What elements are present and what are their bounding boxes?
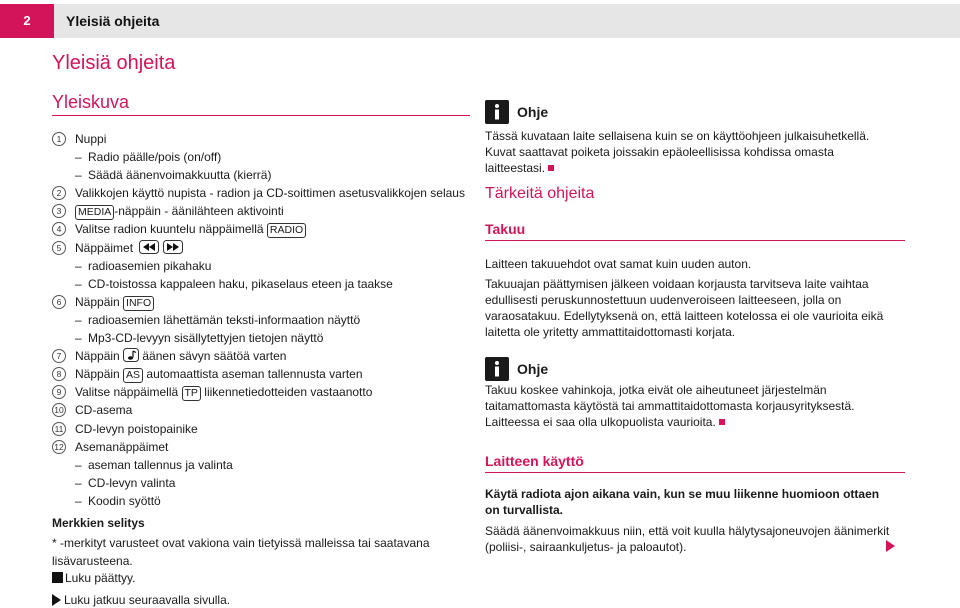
item-text: CD-toistossa kappaleen haku, pikaselaus eteen ja taakse bbox=[88, 276, 393, 291]
list-item bbox=[52, 401, 472, 419]
music-note-key-icon bbox=[123, 348, 139, 362]
dash: – bbox=[75, 168, 82, 183]
legend-title: Merkkien selitys bbox=[52, 516, 145, 530]
list-subitem bbox=[52, 148, 472, 166]
list-item bbox=[52, 438, 472, 456]
list-item bbox=[52, 365, 472, 383]
item-text: CD-asema bbox=[75, 403, 133, 418]
usage-paragraph: Säädä äänenvoimakkuus niin, että voit kuulla hälytysajoneuvojen äänimerkit (poliisi-, sairaankuljetus- ja paloautot). bbox=[485, 524, 890, 554]
list-item bbox=[52, 202, 472, 220]
note-title: Ohje bbox=[517, 361, 549, 377]
list-subitem bbox=[52, 275, 472, 293]
item-text: Asemanäppäimet bbox=[75, 439, 169, 454]
item-text: aseman tallennus ja valinta bbox=[88, 457, 233, 472]
legend-end-text: Luku päättyy. bbox=[65, 571, 136, 585]
key-as: AS bbox=[123, 368, 143, 383]
item-text: Koodin syöttö bbox=[88, 493, 161, 508]
item-text: Nuppi bbox=[75, 132, 107, 146]
next-page-arrow-icon bbox=[886, 540, 895, 552]
item-text: Mp3-CD-levyyn sisällytettyjen tietojen näyttö bbox=[88, 331, 324, 346]
overview-list bbox=[52, 130, 472, 510]
item-text: radioasemien lähettämän teksti-informaation näyttö bbox=[88, 312, 361, 327]
item-number: 7 bbox=[52, 349, 66, 363]
warranty-title: Takuu bbox=[485, 221, 905, 241]
page-header bbox=[0, 4, 960, 38]
item-text-part: liikennetiedotteiden vastaanotto bbox=[200, 385, 373, 400]
legend-body: * -merkityt varusteet ovat vakiona vain tietyissä malleissa tai saatavana lisävarusteena. bbox=[52, 536, 430, 568]
note-text-content: Takuu koskee vahinkoja, jotka eivät ole aiheutuneet järjestelmän taitamattomasta käytöstä tai ammattitaidottomasta korjausyrityksestä. Laitteessa ei saa olla ulkopuolista vaurioita. bbox=[485, 383, 855, 429]
dash: – bbox=[75, 150, 82, 165]
list-subitem bbox=[52, 166, 472, 184]
item-text-part: äänen sävyn säätöä varten bbox=[139, 349, 287, 364]
dash: – bbox=[75, 258, 82, 273]
item-number: 10 bbox=[52, 403, 66, 417]
main-title: Yleisiä ohjeita bbox=[52, 52, 176, 74]
important-title: Tärkeitä ohjeita bbox=[485, 185, 595, 202]
item-text-part: -näppäin - äänilähteen aktivointi bbox=[114, 204, 284, 219]
item-text bbox=[75, 202, 284, 220]
item-text-part: Valitse radion kuuntelu näppäimellä bbox=[75, 222, 267, 237]
item-text bbox=[75, 220, 306, 238]
legend-end bbox=[52, 570, 136, 586]
item-text: CD-levyn valinta bbox=[88, 475, 176, 490]
usage-warning: Käytä radiota ajon aikana vain, kun se muu liikenne huomioon ottaen on turvallista. bbox=[485, 487, 880, 517]
key-info: INFO bbox=[123, 296, 154, 311]
item-text-part: Näppäin bbox=[75, 349, 124, 364]
list-item bbox=[52, 130, 472, 148]
rewind-key-icon bbox=[139, 240, 159, 254]
list-subitem bbox=[52, 329, 472, 347]
dash: – bbox=[75, 276, 82, 291]
item-text bbox=[75, 383, 372, 401]
dash: – bbox=[75, 312, 82, 327]
item-number: 3 bbox=[52, 204, 66, 218]
item-text: Radio päälle/pois (on/off) bbox=[88, 150, 222, 165]
legend-continue-text: Luku jatkuu seuraavalla sivulla. bbox=[64, 593, 231, 607]
list-subitem bbox=[52, 257, 472, 275]
info-icon bbox=[485, 100, 509, 124]
item-text bbox=[75, 293, 154, 311]
dash: – bbox=[75, 475, 82, 490]
item-number: 2 bbox=[52, 186, 66, 200]
section-title: Yleiskuva bbox=[52, 92, 470, 116]
item-text: Säädä äänenvoimakkuutta (kierrä) bbox=[88, 168, 272, 183]
item-text-part: Näppäin bbox=[75, 294, 124, 309]
item-text: Valikkojen käyttö nupista - radion ja CD-soittimen asetusvalikkojen selaus bbox=[75, 186, 465, 201]
end-square-icon bbox=[719, 419, 725, 425]
page-number: 2 bbox=[0, 4, 54, 38]
item-text: radioasemien pikahaku bbox=[88, 258, 212, 273]
item-number: 8 bbox=[52, 367, 66, 381]
item-text-part: Valitse näppäimellä bbox=[75, 385, 182, 400]
info-icon bbox=[485, 357, 509, 381]
note-title: Ohje bbox=[517, 104, 549, 120]
list-item bbox=[52, 184, 472, 202]
list-subitem bbox=[52, 474, 472, 492]
warranty-paragraph: Takuuajan päättymisen jälkeen voidaan korjausta tarvitseva laite vaihtaa edullisesti peruskunnostettuun uudenveroiseen laitteeseen, jolla on varaosatakuu. Edellytyksenä on, että laitteen kotelossa ei ole vaurioita eikä laitetta ole yritetty ammattitaidottomasti korjata. bbox=[485, 277, 884, 339]
list-item bbox=[52, 293, 472, 311]
list-item bbox=[52, 347, 472, 365]
list-item bbox=[52, 239, 472, 257]
end-square-icon bbox=[548, 165, 554, 171]
item-number: 1 bbox=[52, 132, 66, 146]
item-number: 5 bbox=[52, 241, 66, 255]
item-text-part: Näppäimet bbox=[75, 240, 134, 255]
forward-key-icon bbox=[163, 240, 183, 254]
list-item bbox=[52, 420, 472, 438]
list-item bbox=[52, 383, 472, 401]
key-media: MEDIA bbox=[75, 205, 114, 220]
list-subitem bbox=[52, 492, 472, 510]
item-text bbox=[75, 347, 286, 365]
note-text-content: Tässä kuvataan laite sellaisena kuin se on käyttöohjeen julkaisuhetkellä. Kuvat saattavat poiketa joissakin epäoleellisissa kohdissa omasta laitteestasi. bbox=[485, 129, 870, 175]
item-number: 11 bbox=[52, 422, 66, 436]
item-number: 9 bbox=[52, 385, 66, 399]
usage-title: Laitteen käyttö bbox=[485, 453, 905, 473]
list-item bbox=[52, 220, 472, 238]
note-text bbox=[485, 128, 890, 176]
item-number: 12 bbox=[52, 440, 66, 454]
dash: – bbox=[75, 457, 82, 472]
dash: – bbox=[75, 493, 82, 508]
list-subitem bbox=[52, 311, 472, 329]
item-text: CD-levyn poistopainike bbox=[75, 421, 198, 436]
warranty-paragraph: Laitteen takuuehdot ovat samat kuin uuden auton. bbox=[485, 257, 752, 271]
key-tp: TP bbox=[182, 386, 201, 401]
dash: – bbox=[75, 331, 82, 346]
item-text-part: Näppäin bbox=[75, 367, 124, 382]
end-square-icon bbox=[52, 572, 63, 583]
legend-continue bbox=[52, 592, 230, 608]
item-number: 4 bbox=[52, 222, 66, 236]
item-text bbox=[75, 365, 363, 383]
note-text bbox=[485, 382, 890, 430]
continue-arrow-icon bbox=[52, 594, 61, 606]
item-text-part: automaattista aseman tallennusta varten bbox=[143, 367, 363, 382]
header-title: Yleisiä ohjeita bbox=[66, 13, 160, 29]
list-subitem bbox=[52, 456, 472, 474]
key-radio: RADIO bbox=[267, 223, 306, 238]
item-text bbox=[75, 239, 183, 257]
item-number: 6 bbox=[52, 295, 66, 309]
